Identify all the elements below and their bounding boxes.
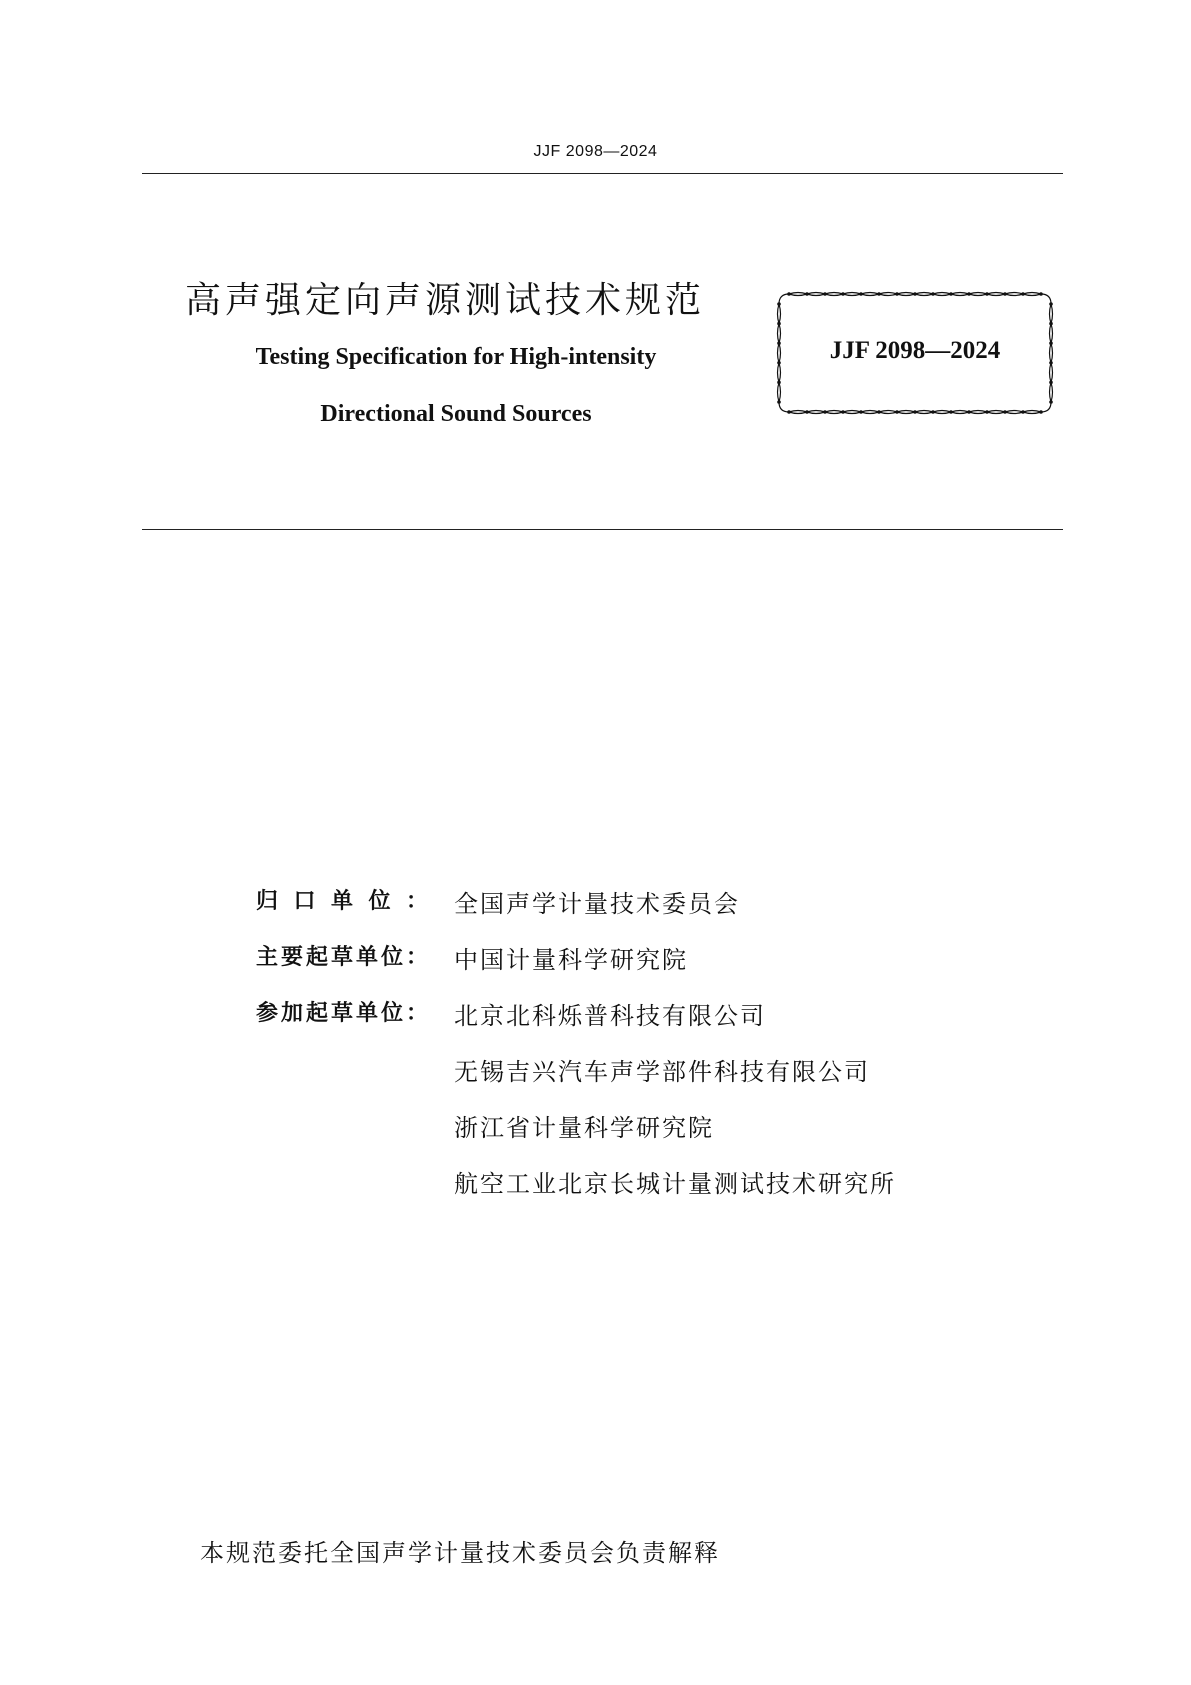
frame-dot [931, 410, 935, 414]
frame-link [879, 293, 897, 296]
frame-link [951, 293, 969, 296]
frame-dot [805, 410, 809, 414]
frame-link [987, 411, 1005, 414]
frame-link [915, 293, 933, 296]
joint-drafter-row [256, 996, 766, 1036]
frame-corner [779, 402, 789, 412]
middle-divider [142, 529, 1063, 530]
frame-dot [1049, 381, 1053, 385]
title-english-line-1: Testing Specification for High-intensity [255, 344, 657, 370]
frame-link [987, 293, 1005, 296]
joint-drafter-value: 无锡吉兴汽车声学部件科技有限公司 [454, 1058, 870, 1086]
frame-link [778, 363, 781, 383]
frame-link [1023, 411, 1041, 414]
frame-link [861, 293, 879, 296]
frame-link [1023, 293, 1041, 296]
frame-dot [805, 292, 809, 296]
frame-link [879, 411, 897, 414]
frame-dot [877, 292, 881, 296]
frame-link [1050, 382, 1053, 402]
frame-link [807, 411, 825, 414]
frame-link [1005, 411, 1023, 414]
joint-drafter-value: 航空工业北京长城计量测试技术研究所 [454, 1170, 896, 1198]
frame-dot [1049, 322, 1053, 326]
frame-link [933, 411, 951, 414]
joint-drafter-value: 浙江省计量科学研究院 [454, 1114, 714, 1142]
frame-dot [841, 292, 845, 296]
frame-corner [779, 294, 789, 304]
joint-drafter-value: 北京北科烁普科技有限公司 [454, 1002, 766, 1030]
frame-link [825, 411, 843, 414]
main-drafter-row [256, 940, 688, 980]
frame-link [1050, 363, 1053, 383]
frame-dot [1021, 292, 1025, 296]
frame-dot [823, 410, 827, 414]
frame-dot [949, 292, 953, 296]
frame-link [807, 293, 825, 296]
frame-dot [985, 292, 989, 296]
frame-dot [895, 410, 899, 414]
frame-dot [967, 292, 971, 296]
joint-drafter-label: 参加起草单位： [256, 1001, 432, 1026]
frame-dot [777, 381, 781, 385]
frame-dot [931, 292, 935, 296]
responsible-unit-row [256, 884, 740, 924]
frame-dot [1021, 410, 1025, 414]
frame-link [1050, 304, 1053, 324]
frame-corner [1041, 294, 1051, 304]
frame-link [969, 411, 987, 414]
frame-link [778, 304, 781, 324]
frame-corner [1041, 402, 1051, 412]
main-drafter-value: 中国计量科学研究院 [454, 946, 688, 974]
frame-link [1005, 293, 1023, 296]
interpretation-note: 本规范委托全国声学计量技术委员会负责解释 [200, 1539, 720, 1567]
frame-dot [895, 292, 899, 296]
frame-link [789, 411, 807, 414]
main-drafter-label: 主要起草单位： [256, 945, 432, 970]
responsible-unit-label: 归口单位： [256, 889, 444, 914]
frame-dot [841, 410, 845, 414]
frame-link [897, 293, 915, 296]
frame-link [778, 382, 781, 402]
frame-link [915, 411, 933, 414]
frame-link [897, 411, 915, 414]
responsible-unit-value: 全国声学计量技术委员会 [454, 890, 740, 918]
frame-link [843, 411, 861, 414]
frame-dot [949, 410, 953, 414]
title-english-line-2: Directional Sound Sources [320, 401, 592, 427]
title-chinese: 高声强定向声源测试技术规范 [185, 280, 706, 321]
frame-dot [877, 410, 881, 414]
frame-link [951, 411, 969, 414]
frame-link [843, 293, 861, 296]
frame-link [933, 293, 951, 296]
frame-dot [913, 292, 917, 296]
frame-dot [1003, 292, 1007, 296]
top-divider [142, 173, 1063, 174]
frame-dot [1003, 410, 1007, 414]
frame-link [825, 293, 843, 296]
frame-dot [859, 410, 863, 414]
frame-dot [985, 410, 989, 414]
frame-dot [823, 292, 827, 296]
frame-link [969, 293, 987, 296]
frame-link [789, 293, 807, 296]
header-code: JJF 2098—2024 [533, 143, 658, 160]
frame-link [861, 411, 879, 414]
frame-dot [777, 322, 781, 326]
code-box-text: JJF 2098—2024 [829, 337, 1001, 364]
frame-dot [913, 410, 917, 414]
frame-dot [967, 410, 971, 414]
frame-dot [859, 292, 863, 296]
